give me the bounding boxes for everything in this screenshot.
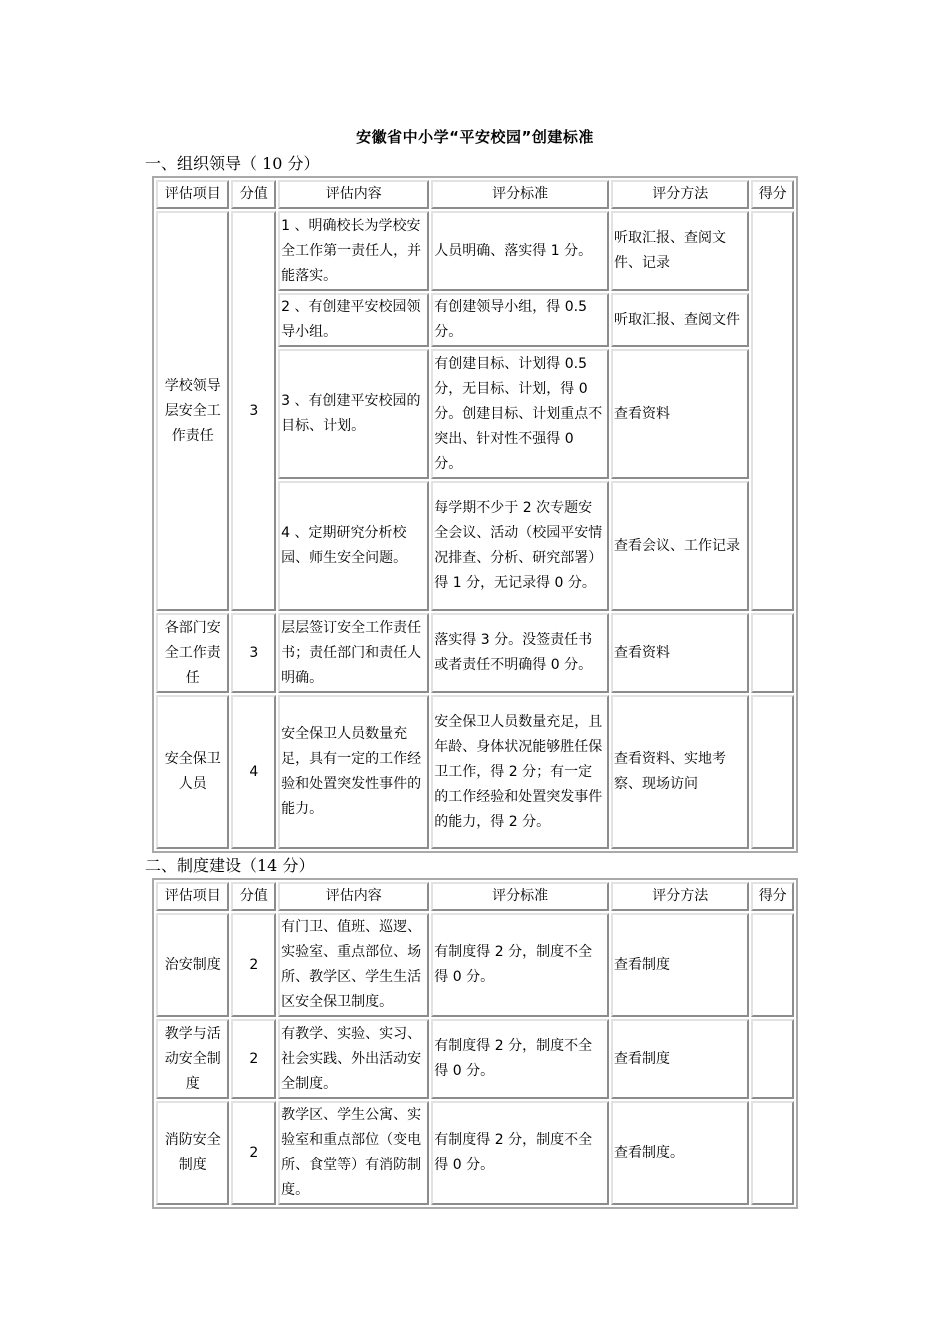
standard-cell: 有制度得 2 分，制度不全得 0 分。 xyxy=(431,1101,609,1205)
header-cell-value: 分值 xyxy=(231,180,276,209)
method-cell: 听取汇报、查阅文件 xyxy=(611,293,749,347)
table-header-row xyxy=(156,882,794,911)
header-cell-item: 评估项目 xyxy=(156,180,229,209)
table-row xyxy=(156,1019,794,1099)
value-cell: 2 xyxy=(231,1101,276,1205)
score-cell xyxy=(751,613,794,693)
value-cell: 2 xyxy=(231,1019,276,1099)
header-cell-standard: 评分标准 xyxy=(431,180,609,209)
content-cell: 层层签订安全工作责任书；责任部门和责任人明确。 xyxy=(278,613,429,693)
item-cell: 学校领导层安全工作责任 xyxy=(156,211,229,611)
standard-cell: 有创建目标、计划得 0.5 分，无目标、计划，得 0 分。创建目标、计划重点不突出、针对性不强得 0 分。 xyxy=(431,349,609,479)
method-cell: 查看制度。 xyxy=(611,1101,749,1205)
table-row xyxy=(156,913,794,1017)
document-title: 安徽省中小学“平安校园”创建标准 xyxy=(356,128,594,146)
item-cell: 安全保卫人员 xyxy=(156,695,229,849)
item-cell: 教学与活动安全制度 xyxy=(156,1019,229,1099)
item-cell: 治安制度 xyxy=(156,913,229,1017)
organization-table xyxy=(152,176,798,853)
item-cell: 各部门安全工作责任 xyxy=(156,613,229,693)
content-cell: 2 、有创建平安校园领导小组。 xyxy=(278,293,429,347)
method-cell: 听取汇报、查阅文件、记录 xyxy=(611,211,749,291)
table-row xyxy=(156,211,794,291)
standard-cell: 落实得 3 分。没签责任书或者责任不明确得 0 分。 xyxy=(431,613,609,693)
score-cell xyxy=(751,211,794,611)
score-cell xyxy=(751,1101,794,1205)
section-heading-systems: 二、制度建设（14 分） xyxy=(145,856,315,875)
content-cell: 教学区、学生公寓、实验室和重点部位（变电所、食堂等）有消防制度。 xyxy=(278,1101,429,1205)
value-cell: 2 xyxy=(231,913,276,1017)
method-cell: 查看资料 xyxy=(611,613,749,693)
score-cell xyxy=(751,913,794,1017)
content-cell: 3 、有创建平安校园的目标、计划。 xyxy=(278,349,429,479)
standard-cell: 每学期不少于 2 次专题安全会议、活动（校园平安情况排查、分析、研究部署）得 1 分，无记录得 0 分。 xyxy=(431,481,609,611)
method-cell: 查看资料、实地考察、现场访问 xyxy=(611,695,749,849)
table-row xyxy=(156,695,794,849)
section-heading-organization: 一、组织领导（ 10 分） xyxy=(145,154,320,173)
table-row xyxy=(156,1101,794,1205)
content-cell: 4 、定期研究分析校园、师生安全问题。 xyxy=(278,481,429,611)
header-cell-score: 得分 xyxy=(751,180,794,209)
header-cell-content: 评估内容 xyxy=(278,882,429,911)
content-cell: 安全保卫人员数量充足，具有一定的工作经验和处置突发性事件的能力。 xyxy=(278,695,429,849)
method-cell: 查看资料 xyxy=(611,349,749,479)
method-cell: 查看制度 xyxy=(611,913,749,1017)
standard-cell: 有制度得 2 分，制度不全得 0 分。 xyxy=(431,1019,609,1099)
method-cell: 查看制度 xyxy=(611,1019,749,1099)
standard-cell: 有创建领导小组，得 0.5 分。 xyxy=(431,293,609,347)
header-cell-method: 评分方法 xyxy=(611,180,749,209)
header-cell-value: 分值 xyxy=(231,882,276,911)
table-row xyxy=(156,613,794,693)
value-cell: 4 xyxy=(231,695,276,849)
value-cell: 3 xyxy=(231,211,276,611)
content-cell: 1 、明确校长为学校安全工作第一责任人，并能落实。 xyxy=(278,211,429,291)
standard-cell: 人员明确、落实得 1 分。 xyxy=(431,211,609,291)
systems-table xyxy=(152,878,798,1209)
value-cell: 3 xyxy=(231,613,276,693)
header-cell-standard: 评分标准 xyxy=(431,882,609,911)
table-header-row xyxy=(156,180,794,209)
header-cell-content: 评估内容 xyxy=(278,180,429,209)
score-cell xyxy=(751,1019,794,1099)
content-cell: 有教学、实验、实习、社会实践、外出活动安全制度。 xyxy=(278,1019,429,1099)
standard-cell: 有制度得 2 分，制度不全得 0 分。 xyxy=(431,913,609,1017)
item-cell: 消防安全制度 xyxy=(156,1101,229,1205)
method-cell: 查看会议、工作记录 xyxy=(611,481,749,611)
standard-cell: 安全保卫人员数量充足，且年龄、身体状况能够胜任保卫工作，得 2 分；有一定的工作经验和处置突发事件的能力，得 2 分。 xyxy=(431,695,609,849)
header-cell-method: 评分方法 xyxy=(611,882,749,911)
header-cell-score: 得分 xyxy=(751,882,794,911)
header-cell-item: 评估项目 xyxy=(156,882,229,911)
score-cell xyxy=(751,695,794,849)
content-cell: 有门卫、值班、巡逻、实验室、重点部位、场所、教学区、学生生活区安全保卫制度。 xyxy=(278,913,429,1017)
